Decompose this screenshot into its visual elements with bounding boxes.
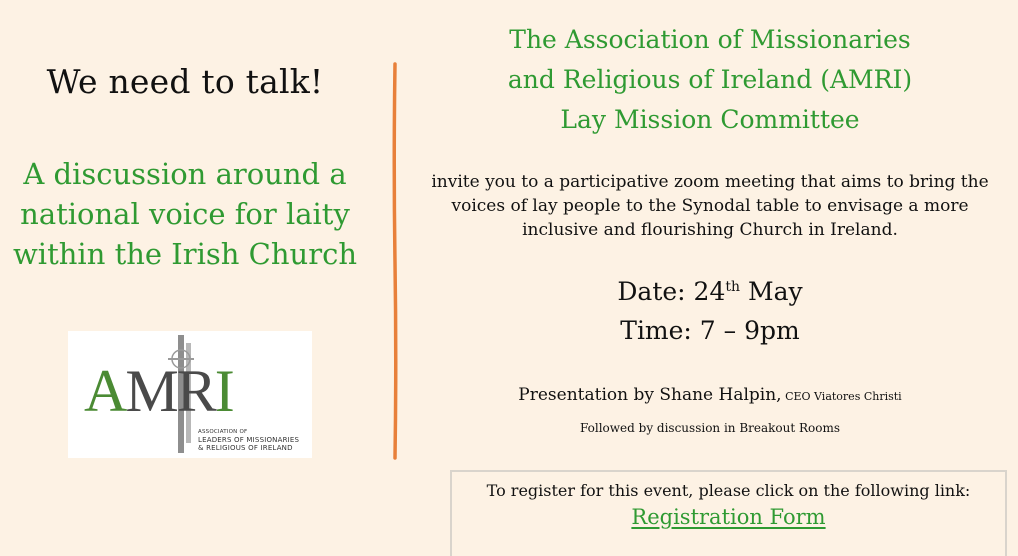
- amri-logo: [68, 331, 312, 458]
- logo-wordmark: [84, 358, 233, 424]
- logo-tagline: [198, 428, 299, 452]
- logo-letter: M: [125, 358, 177, 424]
- logo-tagline-line: & RELIGIOUS OF IRELAND: [198, 444, 293, 452]
- registration-link-wrapper: [452, 505, 1005, 529]
- invitation-text: [402, 170, 1018, 242]
- subhead-line: within the Irish Church: [12, 237, 357, 271]
- logo-letter: R: [176, 358, 215, 424]
- event-time: Time: 7 – 9pm: [620, 316, 800, 345]
- logo-tagline-line: ASSOCIATION OF: [198, 429, 248, 435]
- presenter-role: CEO Viatores Christi: [781, 390, 902, 403]
- registration-box: [450, 470, 1007, 556]
- organization-title: [402, 20, 1018, 140]
- subhead-line: national voice for laity: [20, 197, 350, 231]
- presentation-line: [402, 385, 1018, 405]
- invite-line: voices of lay people to the Synodal table to envisage a more: [451, 196, 969, 216]
- invite-line: invite you to a participative zoom meeting that aims to bring the: [431, 172, 989, 192]
- followed-by-text: Followed by discussion in Breakout Rooms: [579, 421, 841, 435]
- logo-tagline-line: LEADERS OF MISSIONARIES: [198, 436, 300, 444]
- headline: We need to talk!: [46, 62, 324, 101]
- invite-line: inclusive and flourishing Church in Ireland.: [522, 220, 898, 240]
- date-suffix: th: [725, 279, 741, 295]
- logo-letter: A: [84, 358, 126, 424]
- logo-letter: I: [214, 358, 233, 424]
- org-title-line: and Religious of Ireland (AMRI): [507, 65, 913, 94]
- date-month: May: [740, 277, 803, 306]
- registration-prompt: To register for this event, please click on the following link:: [486, 481, 971, 500]
- subhead-line: A discussion around a: [23, 157, 347, 191]
- org-title-line: The Association of Missionaries: [509, 25, 911, 54]
- subheading: [0, 154, 370, 274]
- org-title-line: Lay Mission Committee: [560, 105, 860, 134]
- date-label: Date: 24: [617, 277, 726, 306]
- registration-form-link[interactable]: Registration Form: [631, 505, 826, 529]
- event-date: [402, 277, 1018, 306]
- presenter: Presentation by Shane Halpin,: [518, 385, 782, 405]
- vertical-divider: [392, 62, 398, 460]
